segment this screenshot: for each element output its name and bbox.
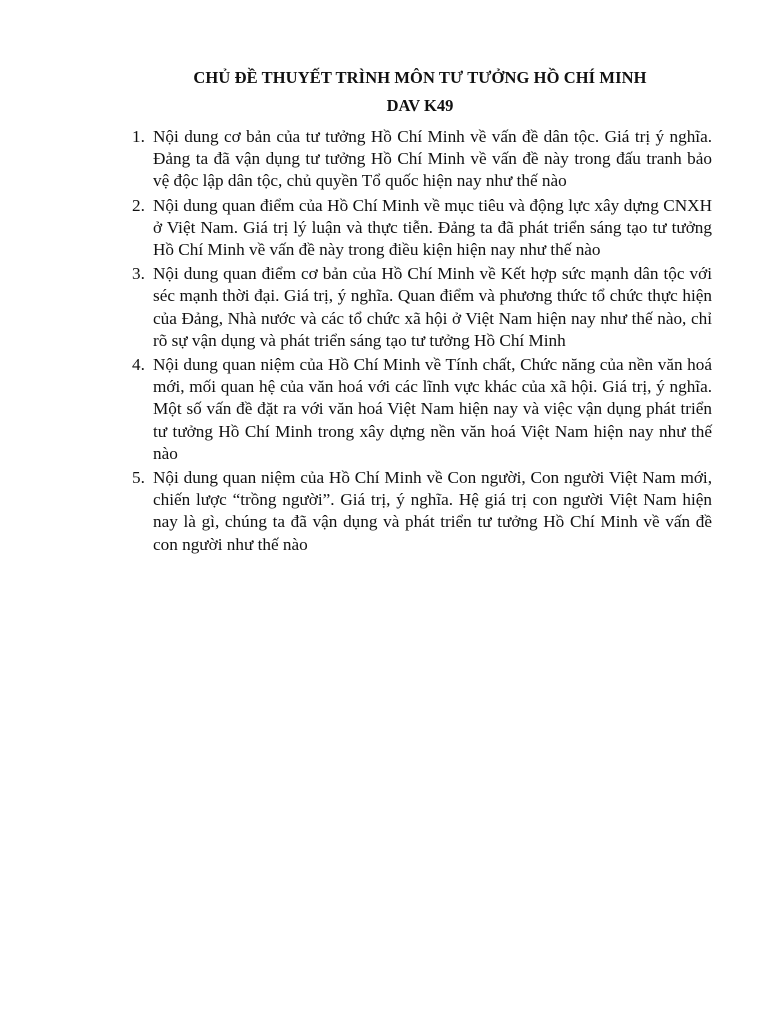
topic-text: Nội dung quan niệm của Hồ Chí Minh về Con người, Con người Việt Nam mới, chiến lược “trồng người”. Giá trị, ý nghĩa. Hệ giá trị con người Việt Nam hiện nay là gì, chúng ta đã vận dụng và phát triển tư tưởng Hồ Chí Minh về vấn đề con người như thế nào bbox=[153, 468, 712, 554]
topic-number: 5. bbox=[132, 468, 145, 488]
topic-number: 1. bbox=[132, 127, 145, 146]
topic-number: 3. bbox=[132, 264, 145, 284]
topic-item-4 bbox=[128, 354, 712, 465]
topic-text: Nội dung quan điểm cơ bản của Hồ Chí Minh về Kết hợp sức mạnh dân tộc với séc mạnh thời đại. Giá trị, ý nghĩa. Quan điểm và phương thức tổ chức thực hiện của Đảng, Nhà nước và các tổ chức xã hội ở Việt Nam hiện nay như thế nào, chỉ rõ sự vận dụng và phát triển sáng tạo tư tưởng Hồ Chí Minh bbox=[153, 264, 712, 350]
document-title: CHỦ ĐỀ THUYẾT TRÌNH MÔN TƯ TƯỞNG HỒ CHÍ MINH bbox=[193, 68, 647, 87]
topic-list bbox=[128, 126, 712, 556]
topic-item-1 bbox=[128, 126, 712, 193]
topic-text: Nội dung quan điểm của Hồ Chí Minh về mục tiêu và động lực xây dựng CNXH ở Việt Nam. Giá trị lý luận và thực tiễn. Đảng ta đã phát triển sáng tạo tư tưởng Hồ Chí Minh về vấn đề này trong điều kiện hiện nay như thế nào bbox=[153, 195, 712, 260]
topic-item-3 bbox=[128, 263, 712, 352]
topic-number: 4. bbox=[132, 355, 145, 375]
topic-item-5 bbox=[128, 467, 712, 556]
topic-item-2 bbox=[128, 195, 712, 262]
topic-text: Nội dung cơ bản của tư tưởng Hồ Chí Minh về vấn đề dân tộc. Giá trị ý nghĩa. Đảng ta đã vận dụng tư tưởng Hồ Chí Minh về vấn đề này trong đấu tranh bảo vệ độc lập dân tộc, chủ quyền Tổ quốc hiện nay như thế nào bbox=[153, 127, 712, 191]
document-subtitle: DAV K49 bbox=[386, 96, 454, 115]
topic-text: Nội dung quan niệm của Hồ Chí Minh về Tính chất, Chức năng của nền văn hoá mới, mối quan hệ của văn hoá với các lĩnh vực khác của xã hội. Giá trị, ý nghĩa. Một số vấn đề đặt ra với văn hoá Việt Nam hiện nay và việc vận dụng phát triển tư tưởng Hồ Chí Minh trong xây dựng nền văn hoá Việt Nam hiện nay như thế nào bbox=[153, 355, 712, 463]
topic-number: 2. bbox=[132, 195, 145, 215]
